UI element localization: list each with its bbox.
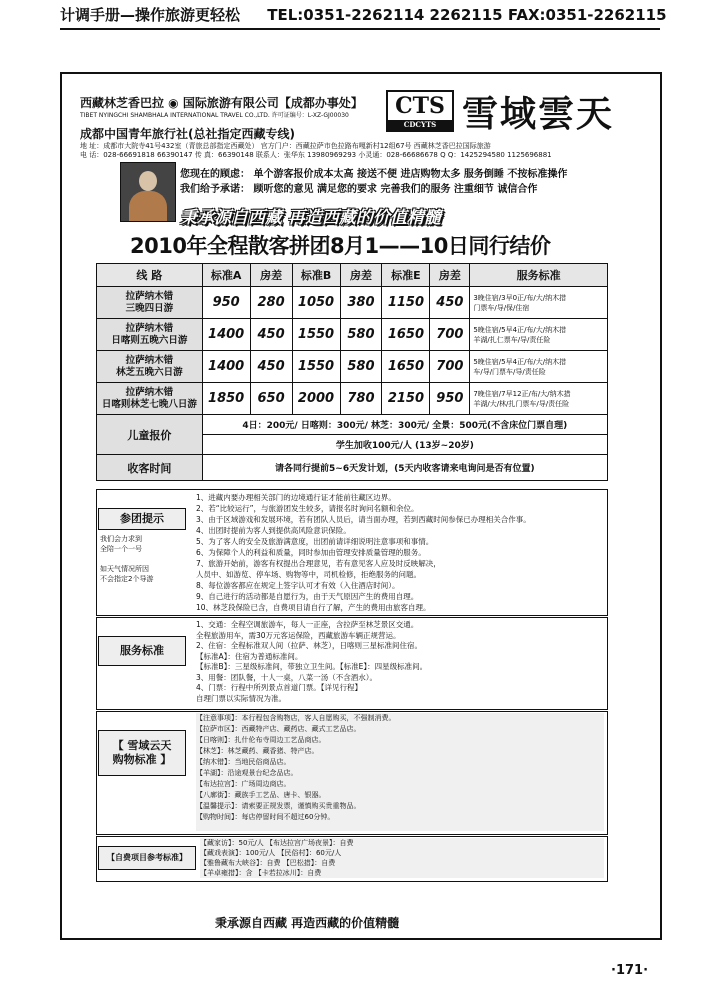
table-row xyxy=(97,351,608,383)
price-cell: 950 xyxy=(202,287,250,319)
price-cell: 950 xyxy=(430,383,470,415)
shopping-list xyxy=(196,713,604,831)
list-item: 【羊卓雍措】：含 【卡若拉冰川】：自费 xyxy=(200,869,322,877)
route-cell: 拉萨纳木错 三晚四日游 xyxy=(97,287,203,319)
selfpay-label: 【自费项目参考标准】 xyxy=(98,846,196,870)
list-item: 9、自己进行的活动都是自愿行为，由于天气原因产生的费用自理。 xyxy=(196,592,419,601)
company-address: 地 址：成都市大院寺41号432室（青旅总部指定西藏处） 官方门户：西藏拉萨市色拉路布嘎新村12组67号 西藏林芝香巴拉国际旅游 xyxy=(80,142,491,150)
list-item: 自理门票以实际情况为准。 xyxy=(196,693,286,703)
tips-list xyxy=(196,492,602,612)
concerns-line: 您现在的顾虑： 单个游客报价成本太高 接送不便 进店购物太多 服务倒睡 不按标准操作 xyxy=(180,169,568,180)
list-item: 【林芝】：林芝藏药、藏香猪、特产店。 xyxy=(196,747,319,755)
child-price-text: 4日：200元/ 日喀则：300元/ 林芝：300元/ 全景：500元(不含床位门票自理) xyxy=(202,415,607,435)
list-item: 7、旅游开始前，游客有权提出合理意见，若有意见客人应及时反映解决， xyxy=(196,559,441,568)
list-item: 4、出团时提前为客人到提供高风险意识保险。 xyxy=(196,526,351,535)
list-item: 【藏家访】：50元/人 【布达拉宫广场夜景】：自费 xyxy=(200,839,354,847)
col-room-diff-b: 房差 xyxy=(340,264,382,287)
price-headline: 2010年全程散客拼团8月1——10日同行结价 xyxy=(130,234,551,258)
photo-head xyxy=(139,171,157,191)
price-table xyxy=(96,263,608,481)
list-item: 2、住宿：全程标准双人间（拉萨、林芝），日喀则三星标准间住宿。 xyxy=(196,641,423,650)
price-cell: 450 xyxy=(430,287,470,319)
price-header-row xyxy=(97,264,608,287)
list-item: 5、为了客人的安全及旅游满意度，出团前请详细说明注意事项和事情。 xyxy=(196,537,434,546)
person-photo xyxy=(120,162,176,222)
route-cell: 拉萨纳木错 日喀则林芝七晚八日游 xyxy=(97,383,203,415)
list-item: 10、林芝段保险已含，自费项目请自行了解，产生的费用由旅客自理。 xyxy=(196,603,431,612)
price-cell: 1400 xyxy=(202,319,250,351)
price-cell: 280 xyxy=(250,287,292,319)
list-item: 【标准A】：住宿为普通标准间。 xyxy=(196,651,303,661)
list-item: 1、交通：全程空调旅游车，每人一正座，含拉萨至林芝景区交通。 xyxy=(196,620,419,629)
tips-label: 参团提示 xyxy=(98,508,186,530)
price-cell: 2150 xyxy=(382,383,430,415)
service-label: 服务标准 xyxy=(98,636,186,666)
shopping-label: 【 雪域云天 购物标准 】 xyxy=(98,730,186,776)
service-cell: 5晚住宿/5早4正/布/大/纳木措 车/导/门票车/导/责任险 xyxy=(470,351,608,383)
list-item: 【标准B】：三星级标准间，带独立卫生间。【标准E】：四星级标准间。 xyxy=(196,662,428,671)
child-price-label: 儿童报价 xyxy=(97,415,203,455)
price-cell: 1650 xyxy=(382,319,430,351)
bottom-slogan: 秉承源自西藏 再造西藏的价值精髓 xyxy=(215,916,400,930)
col-standard-a: 标准A xyxy=(202,264,250,287)
list-item: 6、为保障个人的利益和质量，同时参加由管理安排质量管理的服务。 xyxy=(196,548,426,557)
service-cell: 3晚住宿/3早0正/布/大/纳木措 门票车/导/保/住宿 xyxy=(470,287,608,319)
service-cell: 5晚住宿/5早4正/布/大/纳木措 羊湖/扎仁票车/导/责任险 xyxy=(470,319,608,351)
price-cell: 580 xyxy=(340,319,382,351)
list-item: 【纳木错】：当地民俗商品店。 xyxy=(196,758,291,766)
price-cell: 450 xyxy=(250,351,292,383)
header-divider xyxy=(60,28,660,30)
list-item: 全程旅游用车，需30万元客运保险，西藏旅游车辆正规营运。 xyxy=(196,630,401,640)
price-cell: 700 xyxy=(430,319,470,351)
price-cell: 1150 xyxy=(382,287,430,319)
price-cell: 780 xyxy=(340,383,382,415)
route-cell: 拉萨纳木错 林芝五晚六日游 xyxy=(97,351,203,383)
service-cell: 7晚住宿/7早12正/布/大/纳木措 羊湖/大/林/扎门票车/导/责任险 xyxy=(470,383,608,415)
price-cell: 1400 xyxy=(202,351,250,383)
child-price-row xyxy=(97,415,608,435)
price-cell: 1650 xyxy=(382,351,430,383)
promises-line: 我们给予承诺： 顾听您的意见 满足您的要求 完善我们的服务 注重细节 诚信合作 xyxy=(180,184,538,195)
logo-subtext: CDCYTS xyxy=(388,120,452,130)
col-standard-e: 标准E xyxy=(382,264,430,287)
booking-time-text: 请各同行提前5~6天发计划，(5天内收客请来电询问是否有位置) xyxy=(202,455,607,481)
page-number: ·171· xyxy=(611,963,649,978)
list-item: 【日喀则】：扎什伦布寺周边工艺品商店。 xyxy=(196,736,326,744)
price-cell: 650 xyxy=(250,383,292,415)
list-item: 【布达拉宫】：广场周边商店。 xyxy=(196,780,291,788)
table-row xyxy=(97,319,608,351)
price-cell: 1550 xyxy=(292,351,340,383)
col-room-diff-e: 房差 xyxy=(430,264,470,287)
list-item: 【雅鲁藏布大峡谷】：自费 【巴松措】：自费 xyxy=(200,859,336,867)
header-title: 计调手册—操作旅游更轻松 xyxy=(60,6,241,24)
price-cell: 1550 xyxy=(292,319,340,351)
student-price-text: 学生加收100元/人 (13岁~20岁) xyxy=(202,435,607,455)
logo-text: CTS xyxy=(395,93,445,119)
route-cell: 拉萨纳木错 日喀则五晚六日游 xyxy=(97,319,203,351)
list-item: 3、由于区域游戏和发展环境，若有团队人员后，请当面办理，若到西藏时间参保已办理相关合作事。 xyxy=(196,515,531,524)
price-cell: 580 xyxy=(340,351,382,383)
company-phones: 电 话：028-66691818 66390147 传 真：66390148 联系人：张华东 13980969293 小灵通：028-66686678 Q Q：1425294580 1125696881 xyxy=(80,151,552,159)
photo-body xyxy=(129,191,167,222)
table-row xyxy=(97,287,608,319)
price-cell: 2000 xyxy=(292,383,340,415)
price-cell: 700 xyxy=(430,351,470,383)
cts-logo xyxy=(386,90,454,132)
price-cell: 450 xyxy=(250,319,292,351)
list-item: 4、门票：行程中所列景点首道门票。【详见行程】 xyxy=(196,683,363,692)
list-item: 【藏戏表演】：100元/人 【民俗村】：60元/人 xyxy=(200,849,342,857)
price-cell: 380 xyxy=(340,287,382,319)
list-item: 【温馨提示】：请索要正规发票，谨慎购买贵重物品。 xyxy=(196,802,361,810)
list-item: 【注意事项】：本行程包含购物店，客人自愿购买，不强制消费。 xyxy=(196,714,396,722)
page-header xyxy=(60,4,667,26)
booking-time-label: 收客时间 xyxy=(97,455,203,481)
list-item: 人员中、如游览、停车场、购物等中，司机检修，拒绝服务的问题。 xyxy=(196,570,421,579)
col-standard-b: 标准B xyxy=(292,264,340,287)
list-item: 2、若“比较运行”，与旅游团发生较多，请报名时询问名额和余位。 xyxy=(196,504,419,513)
col-route: 线 路 xyxy=(97,264,203,287)
list-item: 【拉萨市区】：西藏特产店、藏药店、藏式工艺品店。 xyxy=(196,725,361,733)
list-item: 【购物时间】：每店停留时间不超过60分钟。 xyxy=(196,813,335,821)
service-list xyxy=(196,620,602,706)
brand-calligraphy: 雪域雲天 xyxy=(462,93,615,135)
list-item: 【八廓街】：藏族手工艺品、唐卡、银器。 xyxy=(196,791,326,799)
company-name: 西藏林芝香巴拉 ◉ 国际旅游有限公司【成都办事处】 xyxy=(80,96,363,110)
selfpay-list xyxy=(200,838,604,878)
list-item: 3、用餐：团队餐，十人一桌，八菜一汤（不含酒水）。 xyxy=(196,672,378,682)
list-item: 1、进藏内要办理相关部门的边境通行证才能前往藏区边界。 xyxy=(196,493,396,502)
table-row xyxy=(97,383,608,415)
list-item: 【羊湖】：沿途观景台纪念品店。 xyxy=(196,769,298,777)
price-cell: 1050 xyxy=(292,287,340,319)
list-item: 8、每位游客都应在规定上签字认可才有效（入住酒店时间）。 xyxy=(196,581,400,590)
header-contact: TEL:0351-2262114 2262115 FAX:0351-2262115 xyxy=(267,6,667,24)
col-room-diff-a: 房差 xyxy=(250,264,292,287)
price-cell: 1850 xyxy=(202,383,250,415)
slogan-banner: 秉承源自西藏 再造西藏的价值精髓 xyxy=(180,208,441,228)
col-service-standard: 服务标准 xyxy=(470,264,608,287)
agency-name: 成都中国青年旅行社(总社指定西藏专线) xyxy=(80,127,295,141)
company-name-english: TIBET NYINGCHI SHAMBHALA INTERNATIONAL TRAVEL CO.,LTD. 许可证编号：L-XZ-GJ00030 xyxy=(80,112,349,119)
tips-note: 我们会力求到 全陪一个一号 如天气情况所因 不会指定2个导游 xyxy=(100,535,154,583)
booking-time-row xyxy=(97,455,608,481)
